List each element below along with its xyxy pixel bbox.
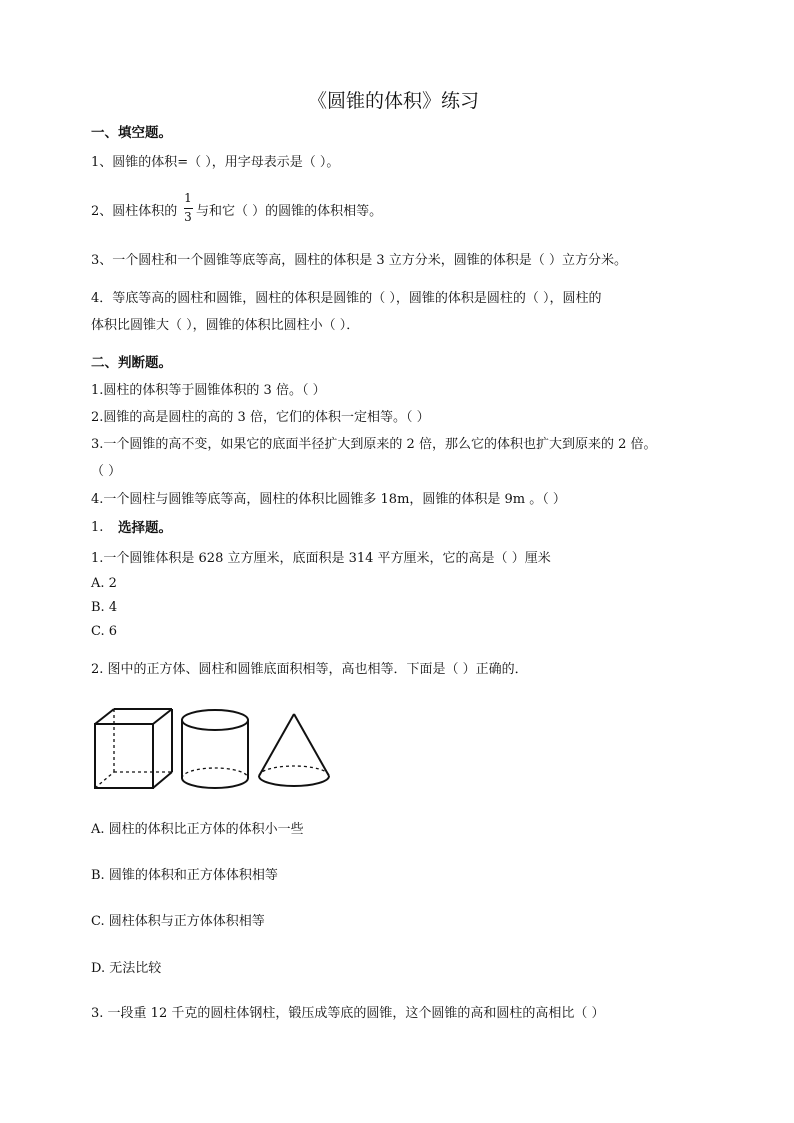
cylinder-bottom-back [182,768,248,778]
cube-front-face [95,724,153,788]
cylinder-bottom-front [182,778,248,788]
cylinder-top [182,710,248,730]
cube-hidden-diagonal [95,772,114,788]
question-fill-2-before: 2、圆柱体积的 [91,204,178,219]
cube-top-edge-right [153,709,172,724]
option-choice-2-b: B. 圆锥的体积和正方体体积相等 [91,868,278,883]
question-judge-2: 2.圆锥的高是圆柱的高的 3 倍，它们的体积一定相等。（ ） [91,410,430,425]
question-judge-1: 1.圆柱的体积等于圆锥体积的 3 倍。（ ） [91,383,326,398]
question-fill-3: 3、一个圆柱和一个圆锥等底等高，圆柱的体积是 3 立方分米，圆锥的体积是（ ）立方分米。 [91,253,627,268]
option-choice-1-b: B. 4 [91,600,118,615]
solids-figure [92,706,342,796]
option-choice-2-a: A. 圆柱的体积比正方体的体积小一些 [91,822,304,837]
question-choice-1: 1.一个圆锥体积是 628 立方厘米，底面积是 314 平方厘米，它的高是（ ）厘米 [91,551,551,566]
question-choice-2: 2. 图中的正方体、圆柱和圆锥底面积相等，高也相等．下面是（ ）正确的． [91,662,528,677]
section-heading-fill-in: 一、填空题。 [91,125,172,141]
question-fill-2-after: 与和它（ ）的圆锥的体积相等。 [196,204,383,219]
fraction-numerator: 1 [184,191,192,205]
section-heading-judge: 二、判断题。 [91,355,172,371]
section-number-choice: 1. [91,520,104,535]
option-choice-2-c: C. 圆柱体积与正方体体积相等 [91,914,265,929]
page-title: 《圆锥的体积》练习 [308,90,480,112]
cube-top-edge-left [95,709,114,724]
fraction-bar [184,208,193,209]
question-fill-4-line2: 体积比圆锥大（ ），圆锥的体积比圆柱小（ ）． [91,318,360,333]
question-judge-3-line2: （ ） [91,464,122,479]
question-fill-4-line1: 4．等底等高的圆柱和圆锥，圆柱的体积是圆锥的（ ），圆锥的体积是圆柱的（ ），圆柱的 [91,291,602,306]
option-choice-2-d: D. 无法比较 [91,961,162,976]
question-judge-3-line1: 3.一个圆锥的高不变，如果它的底面半径扩大到原来的 2 倍，那么它的体积也扩大到原来的 2 倍。 [91,437,657,452]
cone-base-back [259,766,329,776]
fraction-denominator: 3 [184,210,192,224]
question-judge-4: 4.一个圆柱与圆锥等底等高，圆柱的体积比圆锥多 18m，圆锥的体积是 9m 。（ ） [91,492,566,507]
question-fill-1: 1、圆锥的体积=（ ），用字母表示是（ ）。 [91,155,340,170]
option-choice-1-a: A. 2 [91,576,117,591]
cube-bottom-right-edge [153,772,172,788]
question-choice-3: 3. 一段重 12 千克的圆柱体钢柱，锻压成等底的圆锥，这个圆锥的高和圆柱的高相比（ ） [91,1006,605,1021]
cone-base-front [259,776,329,786]
option-choice-1-c: C. 6 [91,624,118,639]
section-heading-choice: 选择题。 [118,520,172,536]
